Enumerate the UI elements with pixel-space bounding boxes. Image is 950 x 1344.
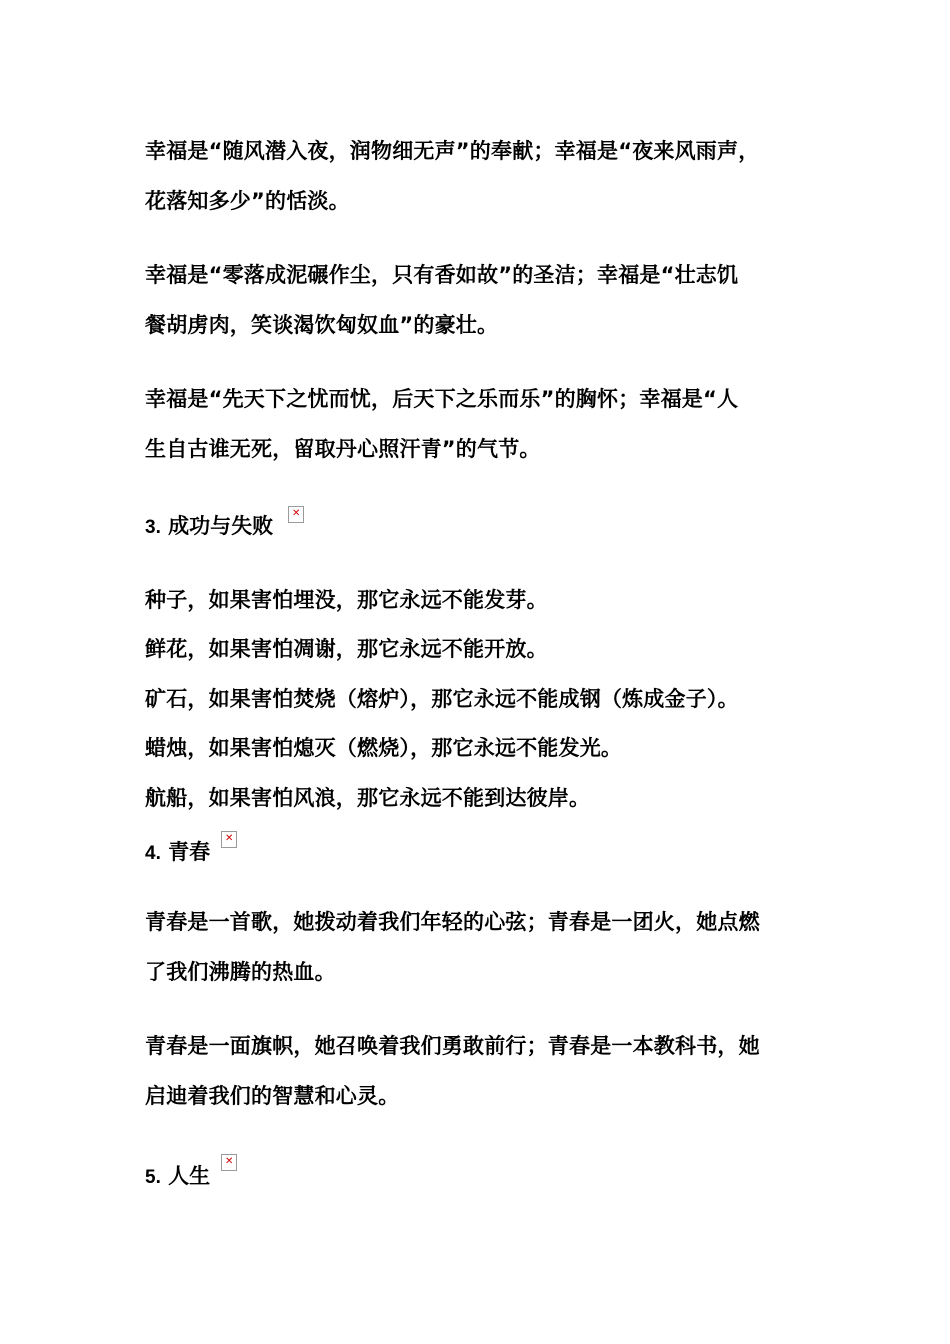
section-3-line-1: 种子，如果害怕埋没，那它永远不能发芽。: [145, 588, 548, 612]
happiness-p1-line1: 幸福是“随风潜入夜，润物细无声”的奉献；幸福是“夜来风雨声，: [145, 139, 760, 163]
happiness-p1-line2: 花落知多少”的恬淡。: [145, 189, 350, 213]
section-4-number: 4.: [145, 843, 161, 864]
happiness-p3-line1: 幸福是“先天下之忧而忧，后天下之乐而乐”的胸怀；幸福是“人: [145, 387, 739, 411]
section-3-line-2: 鲜花，如果害怕凋谢，那它永远不能开放。: [145, 637, 548, 661]
section-3-number: 3.: [145, 517, 161, 538]
section-3-line-5: 航船，如果害怕风浪，那它永远不能到达彼岸。: [145, 786, 591, 810]
happiness-p2-line1: 幸福是“零落成泥碾作尘，只有香如故”的圣洁；幸福是“壮志饥: [145, 263, 739, 287]
broken-image-icon: [221, 831, 237, 848]
section-3-line-4: 蜡烛，如果害怕熄灭（燃烧），那它永远不能发光。: [145, 736, 623, 760]
section-5-title: 人生: [168, 1164, 211, 1188]
happiness-p2-line2: 餐胡虏肉，笑谈渴饮匈奴血”的豪壮。: [145, 313, 499, 337]
section-3-title: 成功与失败: [168, 514, 274, 538]
broken-image-icon: [288, 506, 304, 523]
broken-image-glyph: ✕: [225, 833, 234, 844]
youth-p1-line1: 青春是一首歌，她拨动着我们年轻的心弦；青春是一团火，她点燃: [145, 910, 760, 934]
section-5-heading: [145, 1162, 210, 1192]
broken-image-glyph: ✕: [225, 1156, 234, 1167]
broken-image-glyph: ✕: [292, 508, 301, 519]
section-4-heading: [145, 838, 210, 868]
youth-p1-line2: 了我们沸腾的热血。: [145, 960, 336, 984]
section-3-heading: [145, 512, 273, 542]
happiness-p3-line2: 生自古谁无死，留取丹心照汗青”的气节。: [145, 437, 541, 461]
broken-image-icon: [221, 1154, 237, 1171]
youth-p2-line2: 启迪着我们的智慧和心灵。: [145, 1084, 400, 1108]
section-4-title: 青春: [168, 840, 211, 864]
youth-p2-line1: 青春是一面旗帜，她召唤着我们勇敢前行；青春是一本教科书，她: [145, 1034, 760, 1058]
section-5-number: 5.: [145, 1167, 161, 1188]
section-3-line-3: 矿石，如果害怕焚烧（熔炉），那它永远不能成钢（炼成金子）。: [145, 687, 739, 711]
